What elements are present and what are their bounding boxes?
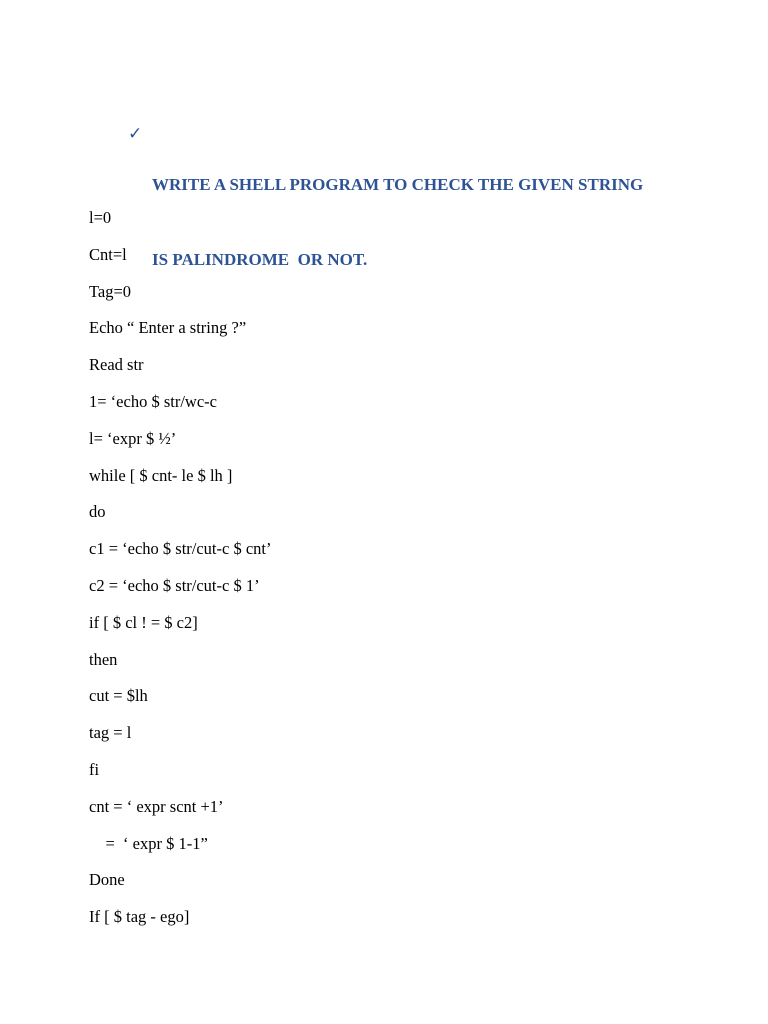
code-line: Echo “ Enter a string ?” <box>89 318 247 338</box>
code-line: Tag=0 <box>89 281 132 301</box>
check-mark-icon: ✓ <box>128 124 143 144</box>
code-line: c1 = ‘echo $ str/cut-c $ cnt’ <box>89 539 272 559</box>
code-line: Read str <box>89 355 144 375</box>
code-line: = ‘ expr $ 1-1” <box>89 833 208 853</box>
code-line: do <box>89 502 106 522</box>
code-line: then <box>89 649 118 669</box>
code-line: Done <box>89 870 125 890</box>
code-line: while [ $ cnt- le $ lh ] <box>89 465 233 485</box>
code-line: l= ‘expr $ ½’ <box>89 428 177 448</box>
heading-line-2: IS PALINDROME OR NOT. <box>152 250 368 269</box>
code-line: If [ $ tag - ego] <box>89 907 190 927</box>
code-line: if [ $ cl ! = $ c2] <box>89 612 198 632</box>
code-line: c2 = ‘echo $ str/cut-c $ 1’ <box>89 575 260 595</box>
code-line: cut = $lh <box>89 686 148 706</box>
code-line: fi <box>89 759 100 779</box>
code-line: cnt = ‘ expr scnt +1’ <box>89 796 224 816</box>
heading-line-1: WRITE A SHELL PROGRAM TO CHECK THE GIVEN STRING <box>152 175 644 194</box>
code-line: 1= ‘echo $ str/wc-c <box>89 391 217 411</box>
code-line: Cnt=l <box>89 244 127 264</box>
code-listing <box>89 208 709 944</box>
code-line: tag = l <box>89 723 132 743</box>
code-line: l=0 <box>89 208 112 227</box>
